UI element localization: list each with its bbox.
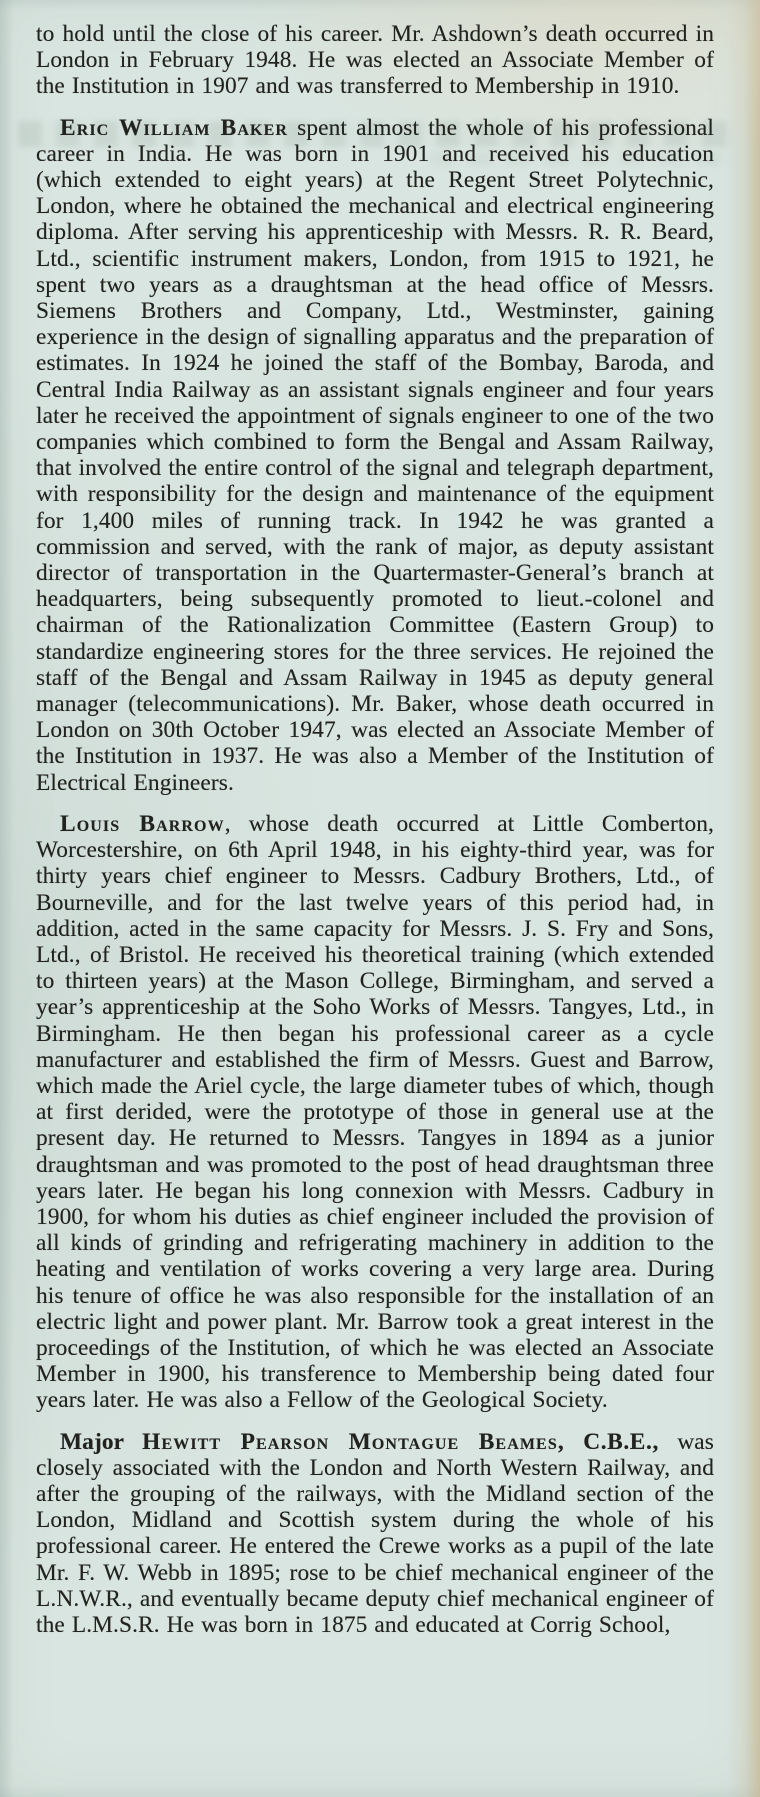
deceased-name-beames: Hewitt Pearson Montague Beames [142, 1428, 558, 1455]
deceased-name-baker: Eric William Baker [60, 114, 289, 141]
paragraph-ashdown-continuation [36, 21, 714, 100]
paragraph-body-text: spent almost the whole of his professional career in India. He was born in 1901 and received his education (which extended to eight years) at the Regent Street Polytechnic, London, where he obtained the mechanical and electrical engineering diploma. After serving his apprenticeship with Messrs. R. R. Beard, Ltd., scientific instrument makers, London, from 1915 to 1921, he spent two years as a draughtsman at the head office of Messrs. Siemens Brothers and Company, Ltd., Westminster, gaining experience in the design of signalling apparatus and the preparation of estimates. In 1924 he joined the staff of the Bombay, Baroda, and Central India Railway as an assistant signals engineer and four years later he received the appointment of signals engineer to one of the two companies which combined to form the Bengal and Assam Railway, that involved the entire control of the signal and telegraph department, with responsibility for the design and maintenance of the equipment for 1,400 miles of running track. In 1942 he was granted a commission and served, with the rank of major, as deputy assistant director of transportation in the Quartermaster-General’s branch at headquarters, being subsequently promoted to lieut.-colonel and chairman of the Rationalization Committee (Eastern Group) to standardize engineering stores for the three services. He rejoined the staff of the Bengal and Assam Railway in 1945 as deputy general manager (telecommunications). Mr. Baker, whose death occurred in London on 30th October 1947, was elected an Associate Member of the Institution in 1937. He was also a Member of the Institution of Electrical Engineers. [36, 114, 714, 796]
honours-suffix-cbe: , C.B.E., [557, 1428, 659, 1455]
paragraph-beames-obituary [36, 1429, 714, 1639]
paragraph-baker-obituary [36, 115, 714, 796]
paragraph-body-text: was closely associated with the London and North Western Railway, and after the grouping of the railways, with the Midland section of the London, Midland and Scottish system during the whole of his professional career. He entered the Crewe works as a pupil of the late Mr. F. W. Webb in 1895; rose to be chief mechanical engineer of the L.N.W.R., and eventually became deputy chief mechanical engineer of the L.M.S.R. He was born in 1875 and educated at Corrig School, [36, 1428, 714, 1638]
rank-prefix-major: Major [60, 1428, 143, 1455]
paragraph-body-text: , whose death occurred at Little Comberton, Worcestershire, on 6th April 1948, in his eighty-third year, was for thirty years chief engineer to Messrs. Cadbury Brothers, Ltd., of Bourneville, and for the last twelve years of this period had, in addition, acted in the same capacity for Messrs. J. S. Fry and Sons, Ltd., of Bristol. He received his theoretical training (which extended to thirteen years) at the Mason College, Birmingham, and served a year’s apprenticeship at the Soho Works of Messrs. Tangyes, Ltd., in Birmingham. He then began his professional career as a cycle manufacturer and established the firm of Messrs. Guest and Barrow, which made the Ariel cycle, the large diameter tubes of which, though at first derided, were the prototype of those in general use at the present day. He returned to Messrs. Tangyes in 1894 as a junior draughtsman and was promoted to the post of head draughtsman three years later. He began his long connexion with Messrs. Cadbury in 1900, for whom his duties as chief engineer included the provision of all kinds of grinding and refrigerating machinery in addition to the heating and ventilation of works covering a very large area. During his tenure of office he was also responsible for the installation of an electric light and power plant. Mr. Barrow took a great interest in the proceedings of the Institution, of which he was elected an Associate Member in 1900, his transference to Membership being dated four years later. He was also a Fellow of the Geological Society. [36, 810, 714, 1414]
deceased-name-barrow: Louis Barrow [60, 810, 225, 837]
paragraph-body-text: to hold until the close of his career. Mr. Ashdown’s death occurred in London in February 1948. He was elected an Associate Member of the Institution in 1907 and was transferred to Membership in 1910. [36, 21, 714, 100]
paragraph-barrow-obituary [36, 811, 714, 1414]
